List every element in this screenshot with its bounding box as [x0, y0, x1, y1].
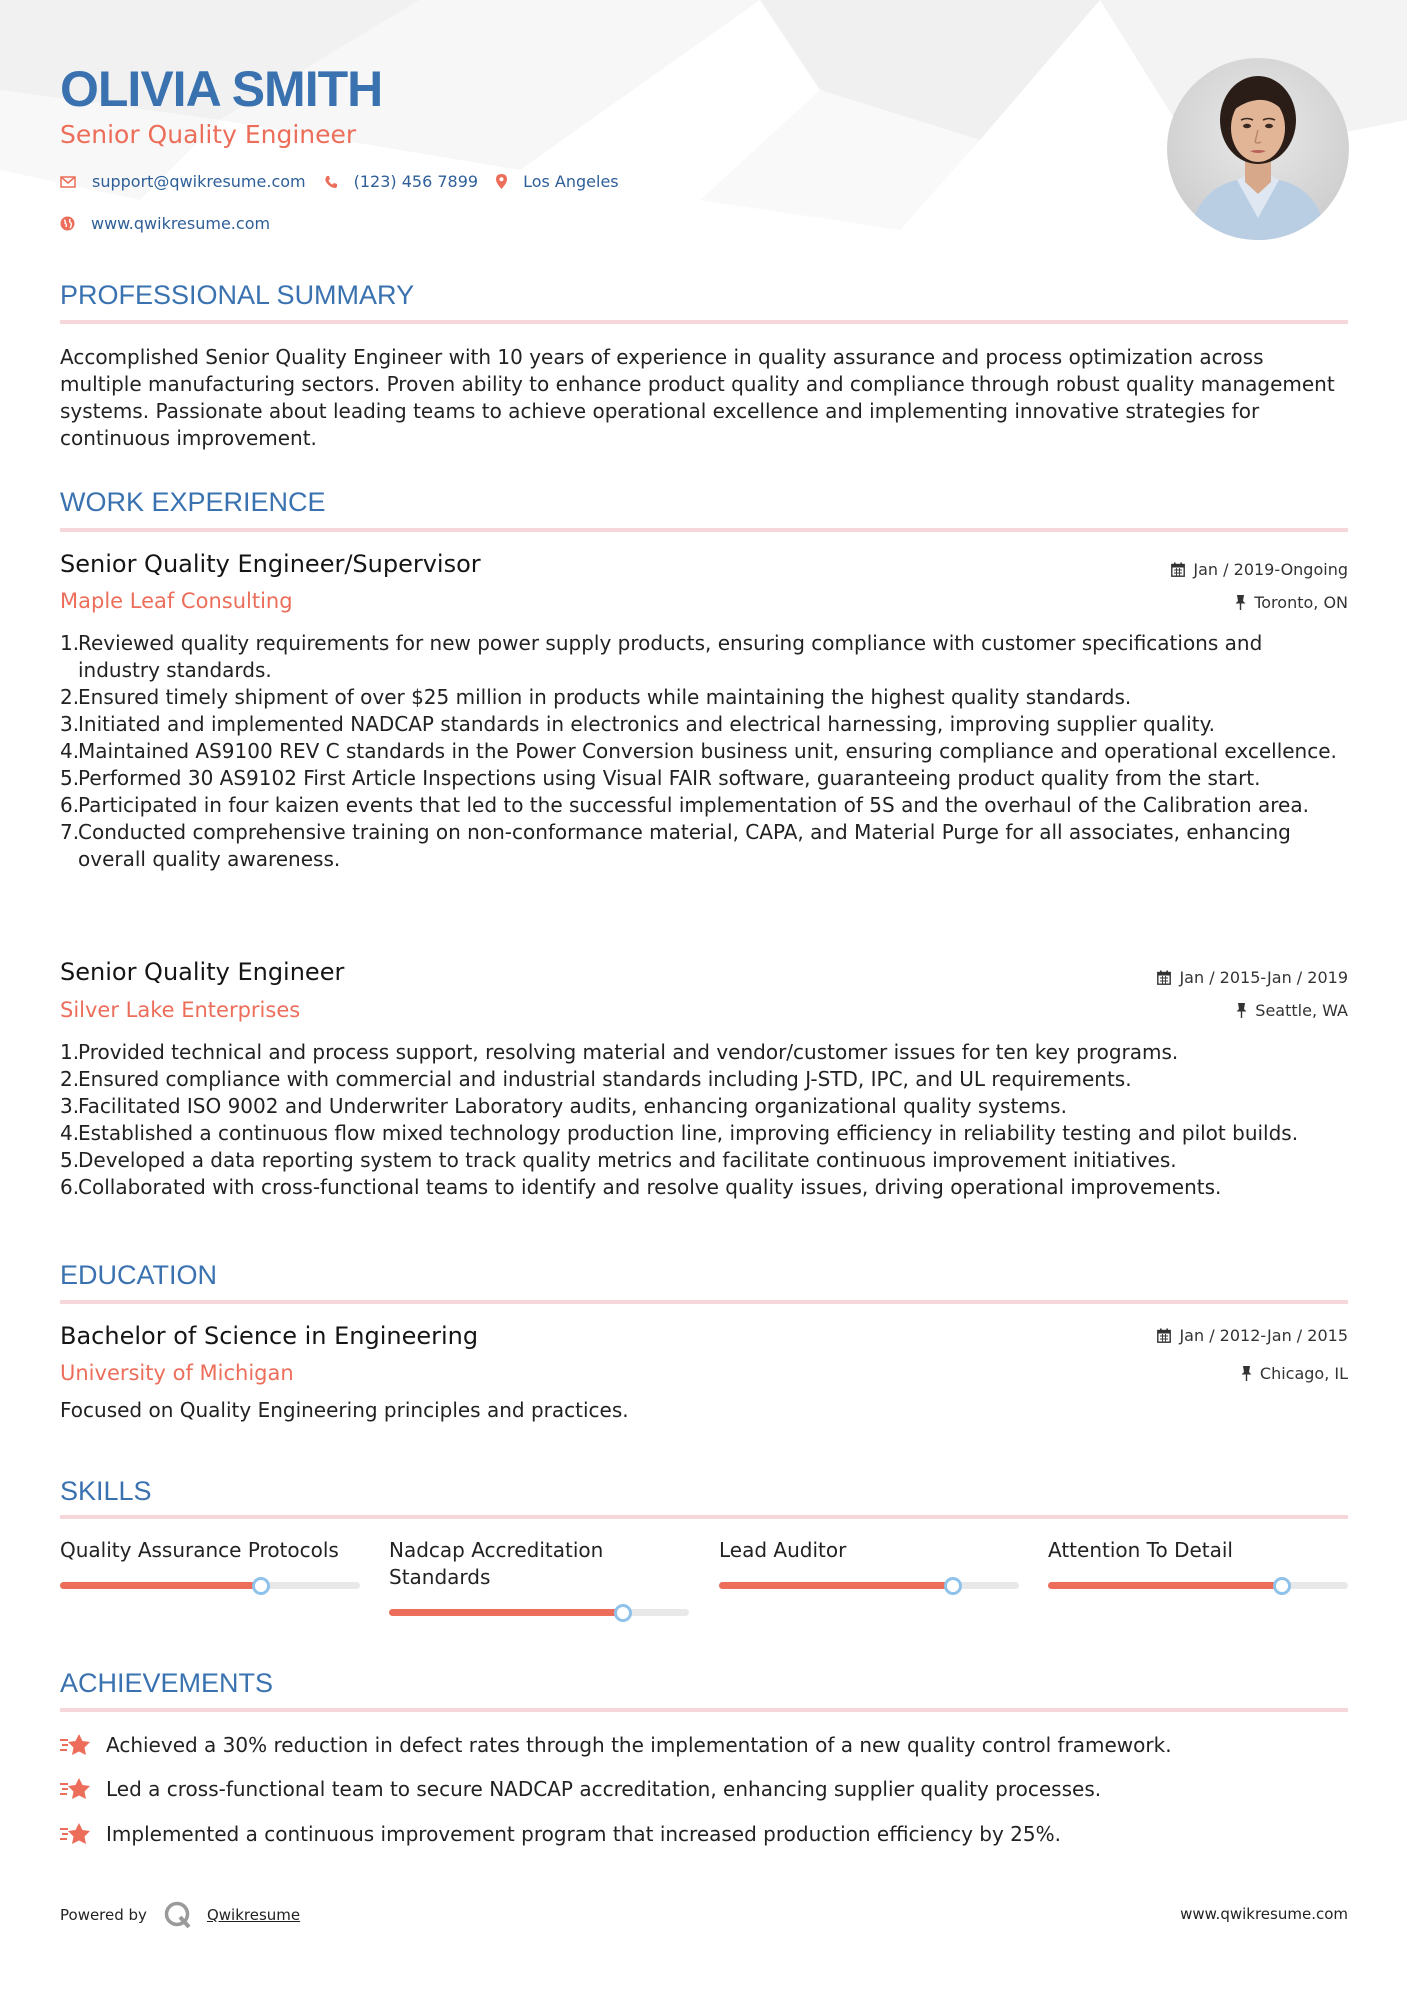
education-dates-text: Jan / 2012-Jan / 2015 [1179, 1326, 1348, 1345]
skill-level-bar [719, 1582, 1019, 1589]
skill-level-bar [389, 1609, 689, 1616]
qwikresume-logo-icon [163, 1900, 193, 1930]
list-item: 7. Conducted comprehensive training on non-conformance material, CAPA, and Material Purge for all associates, enhancing overall quality awareness. [60, 820, 1291, 871]
job-1-title: Senior Quality Engineer/Supervisor [60, 550, 481, 578]
skill-level-fill [1048, 1582, 1282, 1589]
job-1-location [1235, 593, 1348, 612]
skill-level-knob [252, 1577, 270, 1595]
website-text: www.qwikresume.com [91, 214, 271, 233]
job-2-bullets [60, 1039, 1348, 1201]
location-contact [496, 172, 619, 191]
list-item: 5. Developed a data reporting system to track quality metrics and facilitate continuous improvement initiatives. [60, 1148, 1177, 1172]
job-2-dates-text: Jan / 2015-Jan / 2019 [1179, 968, 1348, 987]
summary-divider [60, 320, 1348, 324]
contact-row [60, 172, 637, 191]
website-row [60, 214, 288, 233]
skill-name: Quality Assurance Protocols [60, 1538, 339, 1562]
pushpin-icon [1235, 595, 1246, 610]
experience-heading: WORK EXPERIENCE [60, 487, 326, 517]
skill-level-fill [60, 1582, 261, 1589]
pushpin-icon [1241, 1366, 1252, 1381]
achievement-item [60, 1776, 1101, 1802]
email-text: support@qwikresume.com [92, 172, 306, 191]
phone-text: (123) 456 7899 [353, 172, 479, 191]
phone-icon [324, 175, 338, 189]
skill-name: Attention To Detail [1048, 1538, 1233, 1562]
education-degree: Bachelor of Science in Engineering [60, 1322, 479, 1350]
skills-divider [60, 1515, 1348, 1519]
job-2-dates [1157, 968, 1348, 987]
list-item: 6. Collaborated with cross-functional teams to identify and resolve quality issues, driving operational improvements. [60, 1175, 1222, 1199]
qwikresume-link[interactable]: Qwikresume [206, 1906, 301, 1924]
list-item: 6. Participated in four kaizen events that led to the successful implementation of 5S and the overhaul of the Calibration area. [60, 793, 1309, 817]
pushpin-icon [1236, 1003, 1247, 1018]
skill-level-knob [944, 1577, 962, 1595]
summary-text: Accomplished Senior Quality Engineer with 10 years of experience in quality assurance and process optimization across multiple manufacturing sectors. Proven ability to enhance product quality and compliance through robust quality management systems. Passionate about leading teams to achieve operational excellence and implementing innovative strategies for continuous improvement. [60, 345, 1335, 450]
list-item: 1. Provided technical and process support, resolving material and vendor/customer issues for ten key programs. [60, 1040, 1179, 1064]
skill-level-fill [719, 1582, 953, 1589]
calendar-icon [1157, 1328, 1171, 1343]
avatar [1167, 58, 1349, 240]
list-item: 2. Ensured timely shipment of over $25 million in products while maintaining the highest quality standards. [60, 685, 1132, 709]
summary-heading: PROFESSIONAL SUMMARY [60, 280, 415, 310]
skills-heading: SKILLS [60, 1476, 152, 1506]
skill-level-knob [1273, 1577, 1291, 1595]
education-location-text: Chicago, IL [1259, 1364, 1348, 1383]
skill-item [719, 1537, 1019, 1564]
experience-divider [60, 528, 1348, 532]
job-2-location [1236, 1001, 1348, 1020]
candidate-title: Senior Quality Engineer [60, 120, 357, 149]
profile-photo [1167, 58, 1349, 240]
website-contact[interactable] [60, 214, 270, 233]
job-2-location-text: Seattle, WA [1255, 1001, 1348, 1020]
star-icon [60, 1732, 92, 1758]
star-icon [60, 1821, 92, 1847]
achievement-item [60, 1821, 1061, 1847]
location-text: Los Angeles [523, 172, 619, 191]
job-1-company: Maple Leaf Consulting [60, 589, 293, 613]
achievements-heading: ACHIEVEMENTS [60, 1668, 274, 1698]
list-item: 3. Facilitated ISO 9002 and Underwriter Laboratory audits, enhancing organizational quality systems. [60, 1094, 1067, 1118]
achievements-divider [60, 1708, 1348, 1712]
calendar-icon [1171, 562, 1185, 577]
phone-contact[interactable] [324, 172, 478, 191]
skill-item [1048, 1537, 1348, 1564]
list-item: 4. Maintained AS9100 REV C standards in the Power Conversion business unit, ensuring compliance and operational excellence. [60, 739, 1337, 763]
skill-name: Nadcap Accreditation Standards [389, 1538, 604, 1589]
job-1-bullets [60, 630, 1348, 873]
education-dates [1157, 1326, 1348, 1345]
globe-icon [60, 216, 75, 231]
list-item: 4. Established a continuous flow mixed technology production line, improving efficiency in reliability testing and pilot builds. [60, 1121, 1299, 1145]
skill-level-bar [60, 1582, 360, 1589]
skill-item [60, 1537, 360, 1564]
list-item: 5. Performed 30 AS9102 First Article Inspections using Visual FAIR software, guaranteeing product quality from the start. [60, 766, 1261, 790]
skill-level-knob [614, 1604, 632, 1622]
education-location [1241, 1364, 1348, 1383]
envelope-icon [60, 176, 76, 188]
candidate-name: OLIVIA SMITH [60, 61, 383, 117]
list-item: 3. Initiated and implemented NADCAP standards in electronics and electrical harnessing, improving supplier quality. [60, 712, 1215, 736]
education-divider [60, 1300, 1348, 1304]
achievement-item [60, 1732, 1172, 1758]
star-icon [60, 1776, 92, 1802]
education-description: Focused on Quality Engineering principles and practices. [60, 1398, 629, 1422]
skill-name: Lead Auditor [719, 1538, 847, 1562]
list-item: 2. Ensured compliance with commercial and industrial standards including J-STD, IPC, and UL requirements. [60, 1067, 1132, 1091]
footer-powered-by [60, 1900, 300, 1930]
education-heading: EDUCATION [60, 1260, 218, 1290]
powered-by-label: Powered by [60, 1906, 147, 1924]
job-1-location-text: Toronto, ON [1254, 593, 1348, 612]
list-item: 1. Reviewed quality requirements for new power supply products, ensuring compliance with customer specifications and industry standards. [60, 631, 1263, 682]
skill-level-bar [1048, 1582, 1348, 1589]
calendar-icon [1157, 970, 1171, 985]
achievement-text: Achieved a 30% reduction in defect rates through the implementation of a new quality control framework. [106, 1733, 1172, 1757]
skill-item [389, 1537, 689, 1591]
job-2-company: Silver Lake Enterprises [60, 998, 301, 1022]
education-school: University of Michigan [60, 1361, 294, 1385]
achievement-text: Implemented a continuous improvement program that increased production efficiency by 25%. [106, 1822, 1061, 1846]
achievement-text: Led a cross-functional team to secure NADCAP accreditation, enhancing supplier quality processes. [106, 1777, 1102, 1801]
job-2-title: Senior Quality Engineer [60, 958, 345, 986]
job-1-dates-text: Jan / 2019-Ongoing [1193, 560, 1348, 579]
skill-level-fill [389, 1609, 623, 1616]
job-1-dates [1171, 560, 1348, 579]
email-contact[interactable] [60, 172, 306, 191]
map-pin-icon [496, 174, 507, 189]
footer-website[interactable]: www.qwikresume.com [1180, 1905, 1348, 1923]
